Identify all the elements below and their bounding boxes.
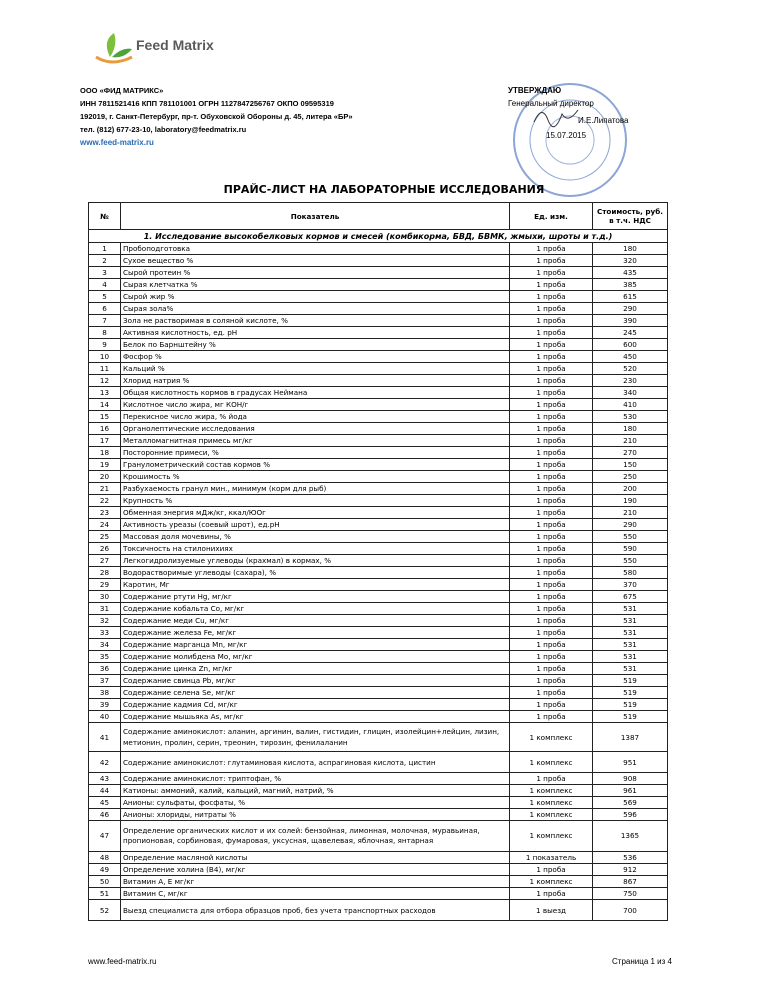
row-name: Определение холина (В4), мг/кг xyxy=(121,864,510,876)
row-price: 390 xyxy=(593,315,668,327)
table-row xyxy=(89,785,668,797)
table-row xyxy=(89,888,668,900)
row-number: 18 xyxy=(89,447,121,459)
row-number: 13 xyxy=(89,387,121,399)
row-unit: 1 комплекс xyxy=(510,785,593,797)
table-row xyxy=(89,411,668,423)
row-number: 48 xyxy=(89,852,121,864)
table-row xyxy=(89,471,668,483)
table-row xyxy=(89,507,668,519)
row-number: 11 xyxy=(89,363,121,375)
row-name: Общая кислотность кормов в градусах Неймана xyxy=(121,387,510,399)
company-name: ООО «ФИД МАТРИКС» xyxy=(80,86,164,95)
table-row xyxy=(89,675,668,687)
row-price: 340 xyxy=(593,387,668,399)
row-unit: 1 проба xyxy=(510,531,593,543)
row-name: Сырая клетчатка % xyxy=(121,279,510,291)
row-unit: 1 выезд xyxy=(510,900,593,921)
row-number: 33 xyxy=(89,627,121,639)
row-number: 8 xyxy=(89,327,121,339)
company-website-link[interactable]: www.feed-matrix.ru xyxy=(80,138,154,147)
row-number: 9 xyxy=(89,339,121,351)
company-ids: ИНН 7811521416 КПП 781101001 ОГРН 1127847256767 ОКПО 09595319 xyxy=(80,99,334,108)
row-number: 42 xyxy=(89,752,121,773)
row-unit: 1 проба xyxy=(510,864,593,876)
row-number: 4 xyxy=(89,279,121,291)
row-unit: 1 проба xyxy=(510,615,593,627)
table-row xyxy=(89,483,668,495)
row-name: Органолептические исследования xyxy=(121,423,510,435)
section-row xyxy=(89,230,668,243)
row-name: Содержание железа Fe, мг/кг xyxy=(121,627,510,639)
table-row xyxy=(89,303,668,315)
row-price: 410 xyxy=(593,399,668,411)
table-row xyxy=(89,399,668,411)
table-row xyxy=(89,423,668,435)
table-row xyxy=(89,279,668,291)
row-name: Содержание свинца Pb, мг/кг xyxy=(121,675,510,687)
header-no: № xyxy=(89,203,121,230)
approval-position: Генеральный директор xyxy=(508,99,594,108)
table-row xyxy=(89,627,668,639)
row-name: Посторонние примеси, % xyxy=(121,447,510,459)
row-name: Кальций % xyxy=(121,363,510,375)
row-number: 49 xyxy=(89,864,121,876)
table-row xyxy=(89,864,668,876)
row-unit: 1 проба xyxy=(510,315,593,327)
row-number: 44 xyxy=(89,785,121,797)
row-number: 43 xyxy=(89,773,121,785)
row-name: Активность уреазы (соевый шрот), ед.pH xyxy=(121,519,510,531)
row-unit: 1 комплекс xyxy=(510,809,593,821)
table-row xyxy=(89,267,668,279)
row-price: 210 xyxy=(593,507,668,519)
row-unit: 1 проба xyxy=(510,555,593,567)
row-unit: 1 проба xyxy=(510,435,593,447)
approval-name: И.Е.Липатова xyxy=(578,116,629,125)
row-price: 908 xyxy=(593,773,668,785)
row-price: 675 xyxy=(593,591,668,603)
row-price: 1387 xyxy=(593,723,668,752)
row-number: 50 xyxy=(89,876,121,888)
table-row xyxy=(89,752,668,773)
row-number: 7 xyxy=(89,315,121,327)
row-price: 210 xyxy=(593,435,668,447)
row-number: 40 xyxy=(89,711,121,723)
row-number: 35 xyxy=(89,651,121,663)
row-number: 29 xyxy=(89,579,121,591)
row-unit: 1 комплекс xyxy=(510,821,593,852)
row-name: Содержание марганца Mn, мг/кг xyxy=(121,639,510,651)
table-row xyxy=(89,315,668,327)
row-name: Витамин С, мг/кг xyxy=(121,888,510,900)
row-unit: 1 проба xyxy=(510,267,593,279)
row-number: 47 xyxy=(89,821,121,852)
row-number: 30 xyxy=(89,591,121,603)
row-name: Выезд специалиста для отбора образцов проб, без учета транспортных расходов xyxy=(121,900,510,921)
table-row xyxy=(89,687,668,699)
row-price: 600 xyxy=(593,339,668,351)
row-unit: 1 проба xyxy=(510,483,593,495)
row-unit: 1 проба xyxy=(510,651,593,663)
row-price: 320 xyxy=(593,255,668,267)
row-unit: 1 проба xyxy=(510,773,593,785)
table-row xyxy=(89,555,668,567)
row-price: 519 xyxy=(593,699,668,711)
row-price: 519 xyxy=(593,675,668,687)
row-name: Определение органических кислот и их солей: бензойная, лимонная, молочная, муравьиная, пропионовая, сорбиновая, фумаровая, уксусная, щавелевая, яблочная, янтарная xyxy=(121,821,510,852)
row-price: 531 xyxy=(593,603,668,615)
table-row xyxy=(89,459,668,471)
table-row xyxy=(89,243,668,255)
row-number: 20 xyxy=(89,471,121,483)
row-price: 615 xyxy=(593,291,668,303)
row-unit: 1 проба xyxy=(510,399,593,411)
table-row xyxy=(89,773,668,785)
row-name: Сырой протеин % xyxy=(121,267,510,279)
table-row xyxy=(89,809,668,821)
row-unit: 1 проба xyxy=(510,339,593,351)
row-number: 51 xyxy=(89,888,121,900)
row-price: 370 xyxy=(593,579,668,591)
row-price: 750 xyxy=(593,888,668,900)
table-row xyxy=(89,543,668,555)
table-row xyxy=(89,327,668,339)
row-unit: 1 проба xyxy=(510,699,593,711)
table-row xyxy=(89,699,668,711)
row-price: 180 xyxy=(593,243,668,255)
row-price: 580 xyxy=(593,567,668,579)
row-number: 24 xyxy=(89,519,121,531)
table-row xyxy=(89,291,668,303)
row-price: 250 xyxy=(593,471,668,483)
row-name: Содержание кадмия Cd, мг/кг xyxy=(121,699,510,711)
row-price: 531 xyxy=(593,615,668,627)
table-row xyxy=(89,375,668,387)
table-row xyxy=(89,663,668,675)
row-name: Содержание аминокислот: аланин, аргинин, валин, гистидин, глицин, изолейцин+лейцин, лизин, метионин, пролин, серин, треонин, тирозин, фенилаланин xyxy=(121,723,510,752)
row-number: 41 xyxy=(89,723,121,752)
table-row xyxy=(89,900,668,921)
footer-page-number: Страница 1 из 4 xyxy=(612,957,672,966)
row-name: Сырая зола% xyxy=(121,303,510,315)
row-name: Содержание аминокислот: триптофан, % xyxy=(121,773,510,785)
row-name: Зола не растворимая в соляной кислоте, % xyxy=(121,315,510,327)
row-unit: 1 проба xyxy=(510,495,593,507)
row-number: 37 xyxy=(89,675,121,687)
row-price: 450 xyxy=(593,351,668,363)
row-price: 200 xyxy=(593,483,668,495)
row-name: Определение масляной кислоты xyxy=(121,852,510,864)
row-name: Сырой жир % xyxy=(121,291,510,303)
row-number: 15 xyxy=(89,411,121,423)
table-row xyxy=(89,255,668,267)
header-name: Показатель xyxy=(121,203,510,230)
row-number: 46 xyxy=(89,809,121,821)
table-row xyxy=(89,876,668,888)
row-name: Сухое вещество % xyxy=(121,255,510,267)
row-name: Каротин, Мг xyxy=(121,579,510,591)
row-name: Анионы: хлориды, нитраты % xyxy=(121,809,510,821)
row-price: 180 xyxy=(593,423,668,435)
row-number: 19 xyxy=(89,459,121,471)
row-number: 52 xyxy=(89,900,121,921)
row-unit: 1 проба xyxy=(510,888,593,900)
row-unit: 1 проба xyxy=(510,327,593,339)
table-row xyxy=(89,387,668,399)
row-unit: 1 проба xyxy=(510,303,593,315)
row-price: 190 xyxy=(593,495,668,507)
row-price: 569 xyxy=(593,797,668,809)
row-price: 530 xyxy=(593,411,668,423)
row-number: 6 xyxy=(89,303,121,315)
row-name: Пробоподготовка xyxy=(121,243,510,255)
row-number: 34 xyxy=(89,639,121,651)
table-row xyxy=(89,339,668,351)
row-price: 596 xyxy=(593,809,668,821)
row-unit: 1 проба xyxy=(510,507,593,519)
row-price: 1365 xyxy=(593,821,668,852)
row-price: 435 xyxy=(593,267,668,279)
row-name: Перекисное число жира, % йода xyxy=(121,411,510,423)
row-price: 531 xyxy=(593,651,668,663)
row-unit: 1 проба xyxy=(510,459,593,471)
row-unit: 1 проба xyxy=(510,591,593,603)
row-name: Содержание молибдена Mo, мг/кг xyxy=(121,651,510,663)
table-row xyxy=(89,651,668,663)
price-table xyxy=(88,202,668,921)
header-price: Стоимость, руб. в т.ч. НДС xyxy=(593,203,668,230)
row-unit: 1 комплекс xyxy=(510,876,593,888)
row-name: Содержание ртути Hg, мг/кг xyxy=(121,591,510,603)
row-number: 26 xyxy=(89,543,121,555)
logo-text: Feed Matrix xyxy=(136,37,214,53)
row-unit: 1 показатель xyxy=(510,852,593,864)
row-name: Массовая доля мочевины, % xyxy=(121,531,510,543)
table-row xyxy=(89,852,668,864)
row-price: 270 xyxy=(593,447,668,459)
row-number: 25 xyxy=(89,531,121,543)
row-number: 45 xyxy=(89,797,121,809)
row-name: Токсичность на стилонихиях xyxy=(121,543,510,555)
company-address: 192019, г. Санкт-Петербург, пр-т. Обуховской Обороны д. 45, литера «БР» xyxy=(80,112,353,121)
row-unit: 1 проба xyxy=(510,291,593,303)
company-info xyxy=(80,84,353,149)
row-name: Содержание селена Se, мг/кг xyxy=(121,687,510,699)
row-number: 28 xyxy=(89,567,121,579)
approval-date: 15.07.2015 xyxy=(546,131,587,140)
row-number: 21 xyxy=(89,483,121,495)
row-name: Фосфор % xyxy=(121,351,510,363)
row-price: 590 xyxy=(593,543,668,555)
table-row xyxy=(89,797,668,809)
row-price: 961 xyxy=(593,785,668,797)
row-number: 2 xyxy=(89,255,121,267)
row-unit: 1 проба xyxy=(510,423,593,435)
table-row xyxy=(89,711,668,723)
row-unit: 1 комплекс xyxy=(510,797,593,809)
row-price: 700 xyxy=(593,900,668,921)
table-row xyxy=(89,447,668,459)
row-price: 951 xyxy=(593,752,668,773)
row-unit: 1 проба xyxy=(510,543,593,555)
row-number: 14 xyxy=(89,399,121,411)
row-number: 22 xyxy=(89,495,121,507)
row-price: 536 xyxy=(593,852,668,864)
table-row xyxy=(89,495,668,507)
row-unit: 1 проба xyxy=(510,687,593,699)
row-number: 23 xyxy=(89,507,121,519)
row-name: Хлорид натрия % xyxy=(121,375,510,387)
table-row xyxy=(89,531,668,543)
table-row xyxy=(89,615,668,627)
row-price: 550 xyxy=(593,531,668,543)
row-price: 150 xyxy=(593,459,668,471)
row-number: 16 xyxy=(89,423,121,435)
row-unit: 1 проба xyxy=(510,411,593,423)
row-name: Содержание кобальта Co, мг/кг xyxy=(121,603,510,615)
row-unit: 1 проба xyxy=(510,663,593,675)
row-name: Легкогидролизуемые углеводы (крахмал) в кормах, % xyxy=(121,555,510,567)
table-row xyxy=(89,351,668,363)
row-price: 531 xyxy=(593,627,668,639)
row-unit: 1 проба xyxy=(510,603,593,615)
table-row xyxy=(89,435,668,447)
row-number: 39 xyxy=(89,699,121,711)
row-name: Витамин А, Е мг/кг xyxy=(121,876,510,888)
row-unit: 1 проба xyxy=(510,279,593,291)
row-price: 230 xyxy=(593,375,668,387)
row-name: Содержание цинка Zn, мг/кг xyxy=(121,663,510,675)
row-unit: 1 проба xyxy=(510,579,593,591)
row-price: 519 xyxy=(593,711,668,723)
footer-website: www.feed-matrix.ru xyxy=(88,957,157,966)
row-number: 31 xyxy=(89,603,121,615)
section-title: 1. Исследование высокобелковых кормов и смесей (комбикорма, БВД, БВМК, жмыхи, шроты и т.д.) xyxy=(89,230,668,243)
row-unit: 1 проба xyxy=(510,567,593,579)
row-price: 290 xyxy=(593,519,668,531)
row-name: Анионы: сульфаты, фосфаты, % xyxy=(121,797,510,809)
row-unit: 1 проба xyxy=(510,711,593,723)
row-name: Белок по Барнштейну % xyxy=(121,339,510,351)
row-price: 245 xyxy=(593,327,668,339)
row-unit: 1 проба xyxy=(510,387,593,399)
table-row xyxy=(89,567,668,579)
row-price: 520 xyxy=(593,363,668,375)
row-price: 912 xyxy=(593,864,668,876)
page-title: ПРАЙС-ЛИСТ НА ЛАБОРАТОРНЫЕ ИССЛЕДОВАНИЯ xyxy=(223,183,545,196)
approval-label: УТВЕРЖДАЮ xyxy=(508,86,562,95)
table-row xyxy=(89,723,668,752)
row-name: Гранулометрический состав кормов % xyxy=(121,459,510,471)
signature-icon xyxy=(530,100,590,130)
row-unit: 1 проба xyxy=(510,375,593,387)
row-price: 867 xyxy=(593,876,668,888)
row-number: 32 xyxy=(89,615,121,627)
row-name: Активная кислотность, ед. pH xyxy=(121,327,510,339)
header-unit: Ед. изм. xyxy=(510,203,593,230)
table-row xyxy=(89,579,668,591)
row-price: 385 xyxy=(593,279,668,291)
row-number: 17 xyxy=(89,435,121,447)
row-number: 10 xyxy=(89,351,121,363)
row-name: Кислотное число жира, мг КОН/г xyxy=(121,399,510,411)
table-row xyxy=(89,519,668,531)
row-number: 27 xyxy=(89,555,121,567)
row-unit: 1 проба xyxy=(510,519,593,531)
row-price: 550 xyxy=(593,555,668,567)
company-contacts: тел. (812) 677-23-10, laboratory@feedmatrix.ru xyxy=(80,125,247,134)
row-number: 3 xyxy=(89,267,121,279)
row-name: Катионы: аммоний, калий, кальций, магний, натрий, % xyxy=(121,785,510,797)
row-unit: 1 проба xyxy=(510,639,593,651)
row-unit: 1 комплекс xyxy=(510,723,593,752)
row-unit: 1 проба xyxy=(510,447,593,459)
row-number: 38 xyxy=(89,687,121,699)
row-price: 519 xyxy=(593,687,668,699)
table-row xyxy=(89,591,668,603)
row-unit: 1 проба xyxy=(510,351,593,363)
table-row xyxy=(89,821,668,852)
row-unit: 1 проба xyxy=(510,627,593,639)
row-name: Содержание мышьяка As, мг/кг xyxy=(121,711,510,723)
row-number: 12 xyxy=(89,375,121,387)
table-row xyxy=(89,639,668,651)
table-row xyxy=(89,603,668,615)
row-name: Разбухаемость гранул мин., минимум (корм для рыб) xyxy=(121,483,510,495)
row-price: 531 xyxy=(593,663,668,675)
row-number: 1 xyxy=(89,243,121,255)
table-row xyxy=(89,363,668,375)
row-name: Обменная энергия мДж/кг, ккал/ЮОг xyxy=(121,507,510,519)
row-unit: 1 проба xyxy=(510,255,593,267)
row-unit: 1 проба xyxy=(510,363,593,375)
row-name: Крошимость % xyxy=(121,471,510,483)
row-unit: 1 проба xyxy=(510,675,593,687)
row-price: 531 xyxy=(593,639,668,651)
row-name: Крупность % xyxy=(121,495,510,507)
row-name: Водорастворимые углеводы (сахара), % xyxy=(121,567,510,579)
row-name: Содержание меди Cu, мг/кг xyxy=(121,615,510,627)
row-unit: 1 проба xyxy=(510,471,593,483)
table-header-row xyxy=(89,203,668,230)
row-name: Содержание аминокислот: глутаминовая кислота, аспрагиновая кислота, цистин xyxy=(121,752,510,773)
row-price: 290 xyxy=(593,303,668,315)
row-name: Металломагнитная примесь мг/кг xyxy=(121,435,510,447)
row-number: 36 xyxy=(89,663,121,675)
row-unit: 1 проба xyxy=(510,243,593,255)
row-number: 5 xyxy=(89,291,121,303)
row-unit: 1 комплекс xyxy=(510,752,593,773)
